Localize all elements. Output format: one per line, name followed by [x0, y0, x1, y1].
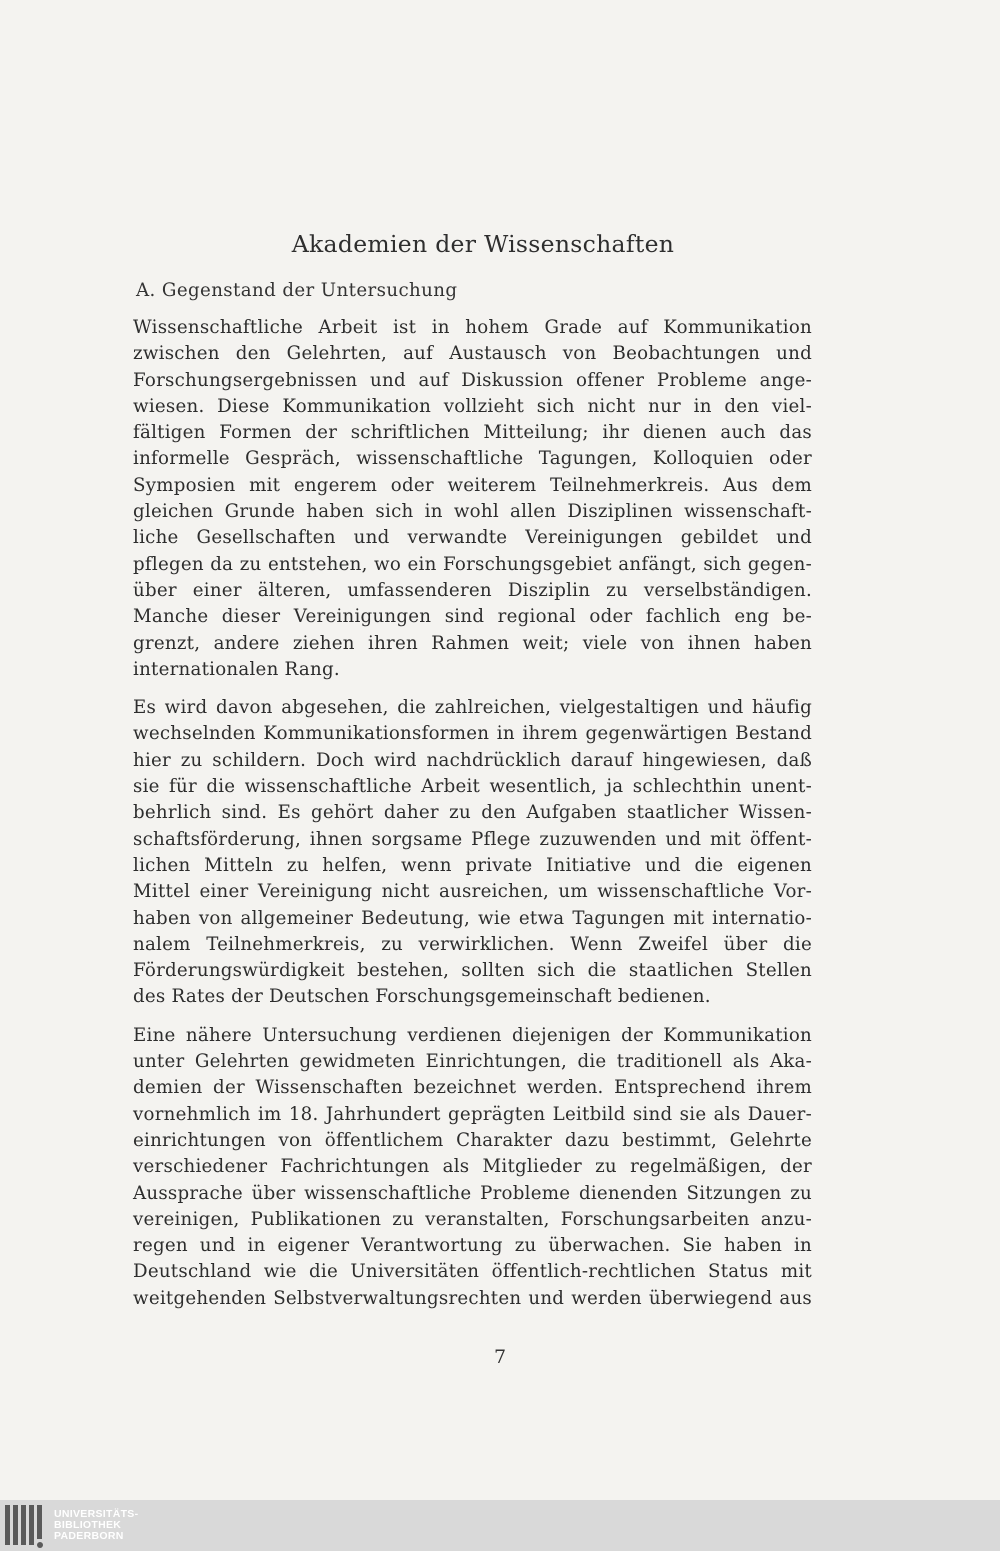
text-line: nalem Teilnehmerkreis, zu verwirklichen. Wenn Zweifel über die [133, 933, 812, 955]
library-logo-icon [0, 1500, 52, 1551]
text-line: gleichen Grunde haben sich in wohl allen Disziplinen wissenschaft- [133, 501, 812, 523]
text-line: unter Gelehrten gewidmeten Einrichtungen, die traditionell als Aka- [133, 1051, 812, 1073]
text-line: behrlich sind. Es gehört daher zu den Aufgaben staatlicher Wissen- [133, 802, 812, 824]
text-line: lichen Mitteln zu helfen, wenn private Initiative und die eigenen [133, 854, 812, 876]
page-content [128, 230, 812, 1312]
text-line: fältigen Formen der schriftlichen Mitteilung; ihr dienen auch das [133, 422, 812, 444]
text-line: pflegen da zu entstehen, wo ein Forschungsgebiet anfängt, sich gegen- [133, 553, 812, 575]
text-line: hier zu schildern. Doch wird nachdrücklich darauf hingewiesen, daß [133, 749, 812, 771]
text-line: Eine nähere Untersuchung verdienen diejenigen der Kommunikation [133, 1024, 812, 1046]
text-line: Forschungsergebnissen und auf Diskussion offener Probleme ange- [133, 369, 812, 391]
page-number: 7 [493, 1346, 507, 1368]
paragraph-3 [128, 1023, 812, 1312]
text-line: sie für die wissenschaftliche Arbeit wesentlich, ja schlechthin unent- [133, 776, 812, 798]
footer-bar [0, 1500, 1000, 1551]
logo-line: BIBLIOTHEK [54, 1519, 122, 1531]
text-line: Wissenschaftliche Arbeit ist in hohem Grade auf Kommunikation [133, 317, 812, 338]
text-line: zwischen den Gelehrten, auf Austausch von Beobachtungen und [133, 343, 812, 365]
text-line: liche Gesellschaften und verwandte Vereinigungen gebildet und [133, 527, 812, 549]
page-title: Akademien der Wissenschaften [291, 230, 675, 258]
text-line: haben von allgemeiner Bedeutung, wie etwa Tagungen mit internatio- [133, 907, 812, 929]
text-line: vereinigen, Publikationen zu veranstalten, Forschungsarbeiten anzu- [133, 1208, 812, 1230]
text-line: des Rates der Deutschen Forschungsgemeinschaft bedienen. [133, 986, 711, 1008]
text-line: wechselnden Kommunikationsformen in ihrem gegenwärtigen Bestand [133, 723, 812, 745]
text-line: über einer älteren, umfassenderen Disziplin zu verselbständigen. [133, 579, 812, 601]
text-line: einrichtungen von öffentlichem Charakter dazu bestimmt, Gelehrte [133, 1129, 812, 1151]
library-logo [0, 1500, 138, 1551]
text-line: informelle Gespräch, wissenschaftliche Tagungen, Kolloquien oder [133, 448, 812, 470]
logo-line: PADERBORN [54, 1530, 124, 1542]
text-line: internationalen Rang. [133, 658, 340, 680]
text-line: Symposien mit engerem oder weiterem Teilnehmerkreis. Aus dem [133, 474, 812, 496]
text-line: weitgehenden Selbstverwaltungsrechten und werden überwiegend aus [133, 1287, 812, 1309]
library-logo-text [54, 1509, 138, 1542]
text-line: wiesen. Diese Kommunikation vollzieht sich nicht nur in den viel- [133, 395, 812, 417]
text-line: Es wird davon abgesehen, die zahlreichen, vielgestaltigen und häufig [133, 697, 812, 719]
text-line: schaftsförderung, ihnen sorgsame Pflege zuzuwenden und mit öffent- [133, 828, 812, 850]
paragraph-2 [128, 695, 812, 1011]
text-line: vornehmlich im 18. Jahrhundert geprägten Leitbild sind sie als Dauer- [133, 1103, 812, 1125]
text-line: Förderungswürdigkeit bestehen, sollten sich die staatlichen Stellen [133, 960, 812, 982]
text-line: Manche dieser Vereinigungen sind regional oder fachlich eng be- [133, 606, 812, 628]
text-line: verschiedener Fachrichtungen als Mitglieder zu regelmäßigen, der [133, 1156, 812, 1178]
section-heading: A. Gegenstand der Untersuchung [136, 280, 458, 301]
paragraph-1 [128, 315, 812, 683]
text-line: demien der Wissenschaften bezeichnet werden. Entsprechend ihrem [133, 1077, 812, 1099]
logo-line: UNIVERSITÄTS- [54, 1508, 139, 1520]
text-line: Mittel einer Vereinigung nicht ausreichen, um wissenschaftliche Vor- [133, 881, 812, 903]
text-line: grenzt, andere ziehen ihren Rahmen weit; viele von ihnen haben [133, 632, 812, 654]
text-line: regen und in eigener Verantwortung zu überwachen. Sie haben in [133, 1235, 812, 1257]
text-line: Aussprache über wissenschaftliche Probleme dienenden Sitzungen zu [133, 1182, 812, 1204]
text-line: Deutschland wie die Universitäten öffentlich-rechtlichen Status mit [133, 1261, 812, 1283]
